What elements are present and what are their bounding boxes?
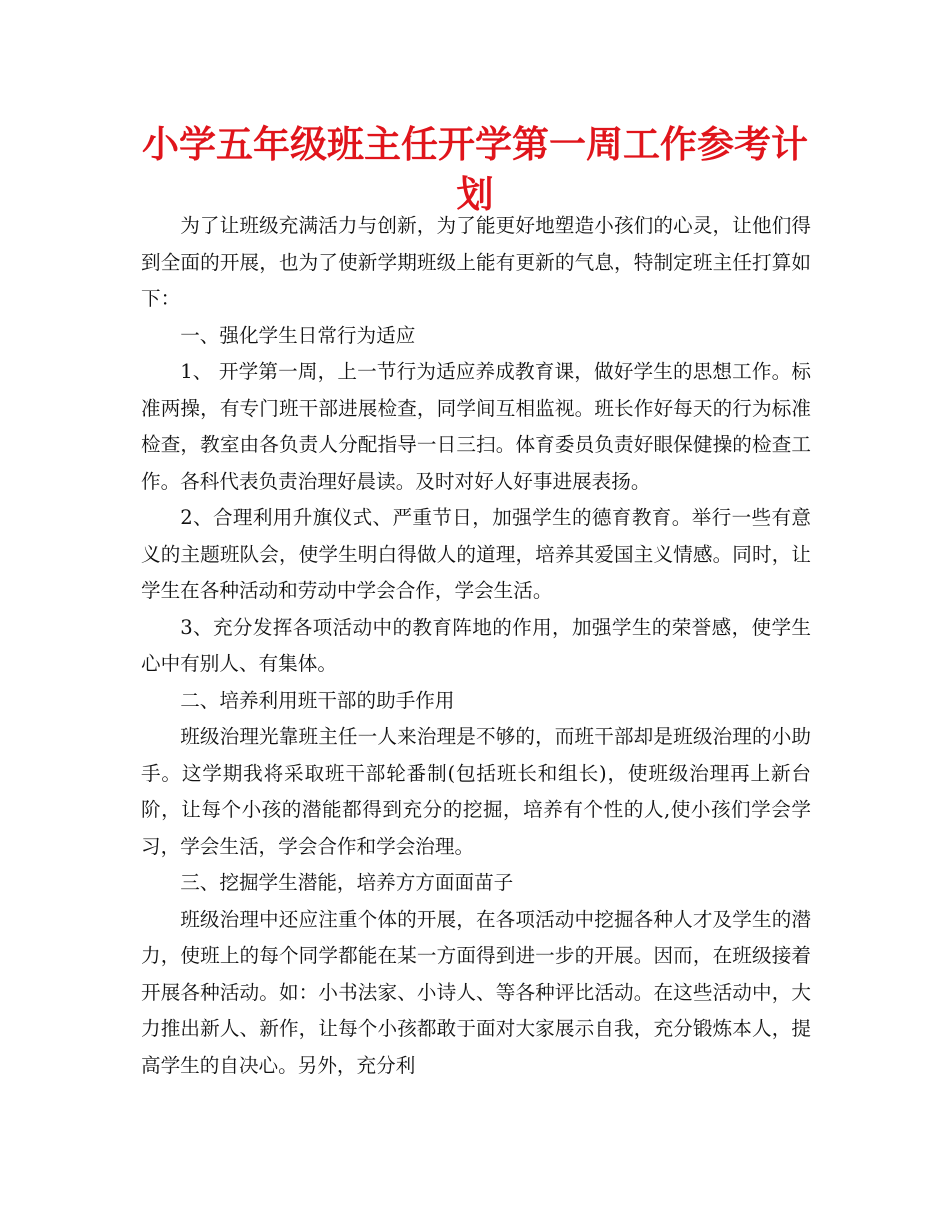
paragraph-student-potential: 班级治理中还应注重个体的开展，在各项活动中挖掘各种人才及学生的潜力，使班上的每个同学都能在某一方面得到进一步的开展。因而，在班级接着开展各种活动。如：小书法家、小诗人、等各种评比活动。在这些活动中，大力推出新人、新作，让每个小孩都敢于面对大家展示自我，充分锻炼本人，提高学生的自决心。另外，充分利: [141, 907, 811, 1077]
document-body: [141, 208, 811, 1084]
section-heading-2: 二、培养利用班干部的助手作用: [180, 688, 455, 712]
section-heading-3: 三、挖掘学生潜能，培养方方面面苗子: [180, 871, 514, 894]
section-heading-1: 一、强化学生日常行为适应: [180, 323, 416, 347]
paragraph-class-cadres: 班级治理光靠班主任一人来治理是不够的，而班干部却是班级治理的小助手。这学期我将采取班干部轮番制(包括班长和组长)，使班级治理再上新台阶，让每个小孩的潜能都得到充分的挖掘，培养有个性的人,使小孩们学会学习，学会生活，学会合作和学会治理。: [141, 725, 811, 858]
paragraph-item-2: 2、合理利用升旗仪式、严重节日，加强学生的德育教育。举行一些有意义的主题班队会，使学生明白得做人的道理，培养其爱国主义情感。同时，让学生在各种活动和劳动中学会合作，学会生活。: [141, 506, 811, 602]
paragraph-item-1: 1、 开学第一周，上一节行为适应养成教育课，做好学生的思想工作。标准两操，有专门班干部进展检查，同学间互相监视。班长作好每天的行为标准检查，教室由各负责人分配指导一日三扫。体育委员负责好眼保健操的检查工作。各科代表负责治理好晨读。及时对好人好事进展表扬。: [141, 360, 811, 493]
document-title: 小学五年级班主任开学第一周工作参考计划: [142, 123, 808, 216]
paragraph-item-3: 3、充分发挥各项活动中的教育阵地的作用，加强学生的荣誉感，使学生心中有别人、有集体。: [141, 615, 811, 675]
paragraph-intro: 为了让班级充满活力与创新，为了能更好地塑造小孩们的心灵，让他们得到全面的开展，也为了使新学期班级上能有更新的气息，特制定班主任打算如下：: [141, 214, 811, 310]
